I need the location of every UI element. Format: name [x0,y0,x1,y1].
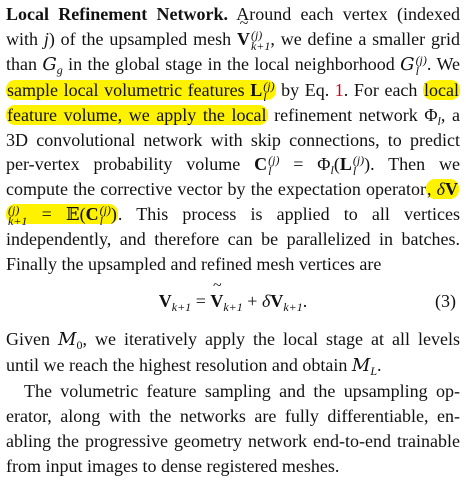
paragraph-iterative: Given $M_0$, we iteratively apply the local stage at all levels until we reach the highest resolution and obtain $M_L$. [6,328,460,378]
math-global-grid: $G_g$ [42,53,63,77]
highlight-sample-features: sample local volumetric features L (j) l [7,78,275,104]
paragraph-local-refinement: Local Refinement Network. Around each vertex (indexed with j) of the upsampled mesh ~ V (j) k+1 , we define a smaller grid than $G_g$ in the global stage in the local neighborhood G (j) l . We sample local volumetric features L (j) l by Eq. 1. For each local feature volume, we apply the local refinement network $\Phi_l$, a 3D convolutional network with skip connections, to predict per-vertex probability volume C (j) l = $\Phi_l(L$ (j) l ). Then we compute the corrective vector by the expectation operator, δV (j) k+1 = 𝔼(C (j) l ). This process is applied to all vertices independently, and therefore can be parallelized in batches. Finally the upsampled and refined mesh vertices are [6,2,460,277]
math-vertex-upsampled: ~ V (j) k+1 , [237,29,275,49]
paragraph-differentiable: The volumetric feature sampling and the upsampling operator, along with the networks are fully differentiable, enabling the progressive geometry network end-to-end trainable from input images to dense registered meshes. [6,380,460,476]
math-refinement-network: $\Phi_l$ [424,104,441,128]
equation-reference-link[interactable]: 1 [334,79,344,100]
equation-number: (3) [435,290,456,311]
equation-3 [6,279,460,323]
math-mesh-0: $M_0$ [58,328,83,352]
math-mesh-L: $M_L$ [351,354,378,378]
equation-body: $V_{k+1}$ = ~ $V_{k+1} + \delta V_{k+1}$. [159,279,308,323]
math-probability-volume: C (j) l = $\Phi_l(L$ (j) l ) [254,153,371,179]
math-local-features: L (j) l [250,78,275,104]
highlight-local-feature-volume: local feature volume, we apply the local [7,79,459,125]
section-heading: Local Refinement Network. [6,4,228,24]
math-local-grid: G (j) l [400,52,427,78]
math-corrective-vector: δV (j) k+1 = 𝔼(C (j) l ) [8,179,459,229]
highlight-corrective-vector: , δV (j) k+1 = 𝔼(C (j) l ) [8,179,459,229]
math-j: j [43,28,49,49]
